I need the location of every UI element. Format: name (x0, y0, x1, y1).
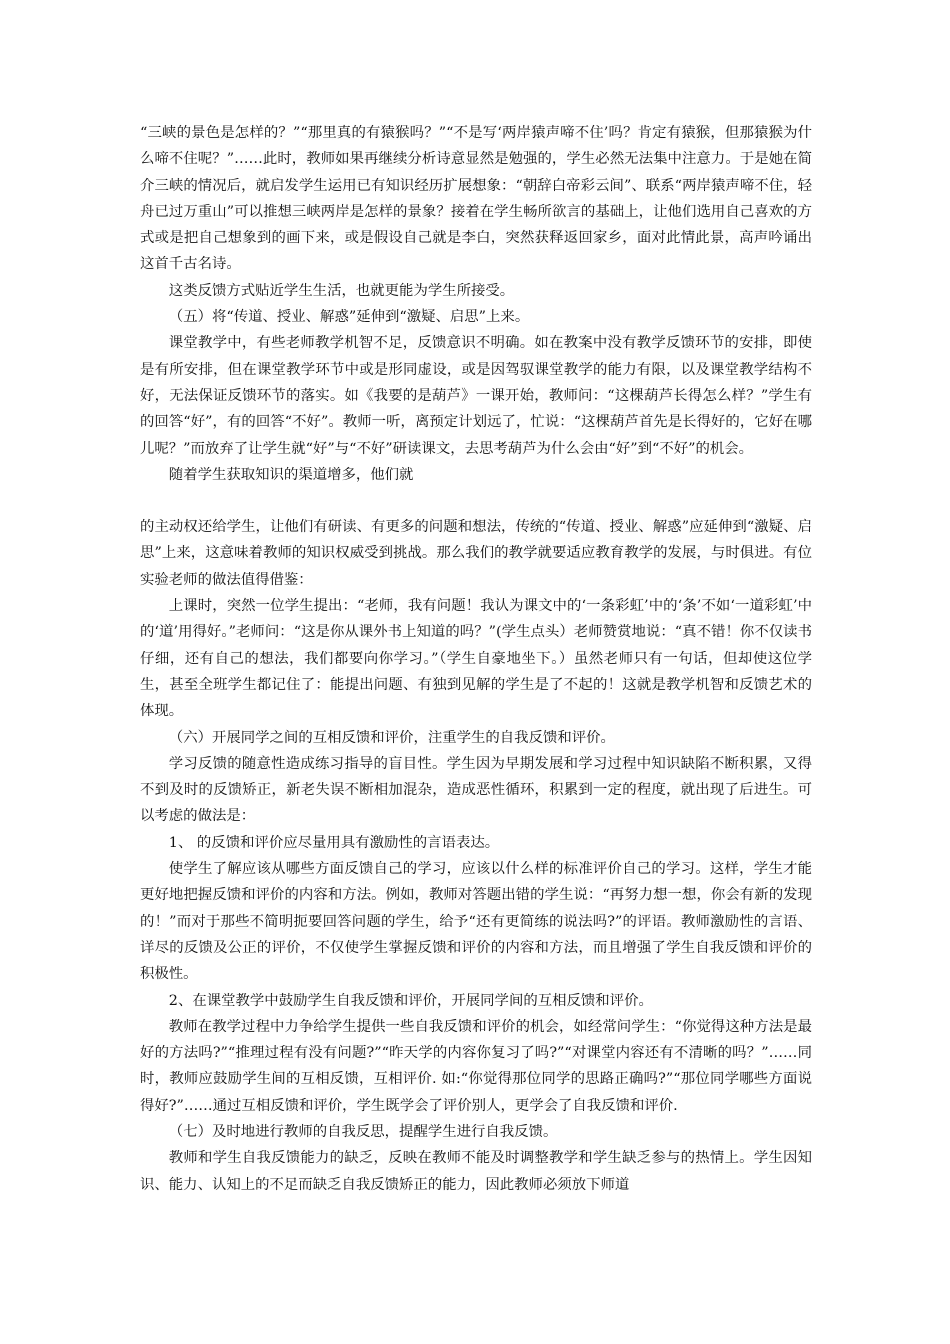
paragraph-2: 这类反馈方式贴近学生生活，也就更能为学生所接受。 (168, 282, 515, 299)
paragraph-8: 使学生了解应该从哪些方面反馈自己的学习，应该以什么样的标准评价自己的学习。这样，学生才能更好地把握反馈和评价的内容和方法。例如，教师对答题出错的学生说：“再努力想一想，你会有新的发现的！”而对于那些不简明扼要回答问题的学生，给予“还有更简练的说法吗?”的评语。教师激励性的言语、详尽的反馈及公正的评价，不仅使学生掌握反馈和评价的内容和方法，而且增强了学生自我反馈和评价的积极性。 (140, 861, 812, 983)
list-item-1: 1、 的反馈和评价应尽量用具有激励性的言语表达。 (168, 834, 500, 851)
paragraph-6: 上课时，突然一位学生提出：“老师，我有问题！我认为课文中的‘一条彩虹’中的‘条’不如‘一道彩虹’中的‘道’用得好。”老师问：“这是你从课外书上知道的吗？”(学生点头）老师赞赏地说：“真不错！你不仅读书仔细，还有自己的想法，我们都要向你学习。”（学生自豪地坐下。）虽然老师只有一句话，但却使这位学生，甚至全班学生都记住了：能提出问题、有独到见解的学生是了不起的！这就是教学机智和反馈艺术的体现。 (140, 598, 812, 720)
document-body (140, 120, 812, 1198)
list-item-2: 2、在课堂教学中鼓励学生自我反馈和评价，开展同学间的互相反馈和评价。 (168, 992, 653, 1009)
paragraph-1: “三峡的景色是怎样的？”“那里真的有猿猴吗？”“不是写‘两岸猿声啼不住’吗？肯定有猿猴，但那猿猴为什么啼不住呢？”……此时，教师如果再继续分析诗意显然是勉强的，学生必然无法集中注意力。于是她在简介三峡的情况后，就启发学生运用已有知识经历扩展想象：“朝辞白帝彩云间”、联系“两岸猿声啼不住，轻舟已过万重山”可以推想三峡两岸是怎样的景象？接着在学生畅所欲言的基础上，让他们选用自己喜欢的方式或是把自己想象到的画下来，或是假设自己就是李白，突然获释返回家乡，面对此情此景，高声吟诵出这首千古名诗。 (140, 125, 812, 273)
paragraph-4: 随着学生获取知识的渠道增多，他们就 (168, 466, 414, 483)
section-heading-7: （七）及时地进行教师的自我反思，提醒学生进行自我反馈。 (168, 1123, 558, 1140)
blank-gap (140, 488, 812, 514)
paragraph-7: 学习反馈的随意性造成练习指导的盲目性。学生因为早期发展和学习过程中知识缺陷不断积累，又得不到及时的反馈矫正，新老失误不断相加混杂，造成恶性循环，积累到一定的程度，就出现了后进生。可以考虑的做法是： (140, 755, 812, 825)
section-heading-5: （五）将“传道、授业、解惑”延伸到“激疑、启思”上来。 (168, 309, 530, 326)
section-heading-6: （六）开展同学之间的互相反馈和评价，注重学生的自我反馈和评价。 (168, 729, 615, 746)
paragraph-9: 教师在教学过程中力争给学生提供一些自我反馈和评价的机会，如经常问学生：“你觉得这种方法是最好的方法吗?”“推理过程有没有问题?”“昨天学的内容你复习了吗?”“对课堂内容还有不清晰的吗？”……同时，教师应鼓励学生间的互相反馈，互相评价. 如:“你觉得那位同学的思路正确吗?”“那位同学哪些方面说得好?”……通过互相反馈和评价，学生既学会了评价别人，更学会了自我反馈和评价. (140, 1018, 812, 1114)
paragraph-3: 课堂教学中，有些老师教学机智不足，反馈意识不明确。如在教案中没有教学反馈环节的安排，即使是有所安排，但在课堂教学环节中或是形同虚设，或是因驾驭课堂教学的能力有限，以及课堂教学结构不好，无法保证反馈环节的落实。如《我要的是葫芦》一课开始，教师问：“这棵葫芦长得怎么样？”学生有的回答“好”，有的回答“不好”。教师一听，离预定计划远了，忙说：“这棵葫芦首先是长得好的，它好在哪儿呢？”而放弃了让学生就“好”与“不好”研读课文，去思考葫芦为什么会由“好”到“不好”的机会。 (140, 335, 812, 457)
paragraph-10: 教师和学生自我反馈能力的缺乏，反映在教师不能及时调整教学和学生缺乏参与的热情上。学生因知识、能力、认知上的不足而缺乏自我反馈矫正的能力，因此教师必须放下师道 (140, 1150, 812, 1193)
paragraph-5: 的主动权还给学生，让他们有研读、有更多的问题和想法，传统的“传道、授业、解惑”应延伸到“激疑、启思”上来，这意味着教师的知识权威受到挑战。那么我们的教学就要适应教育教学的发展，与时俱进。有位实验老师的做法值得借鉴： (140, 519, 812, 588)
